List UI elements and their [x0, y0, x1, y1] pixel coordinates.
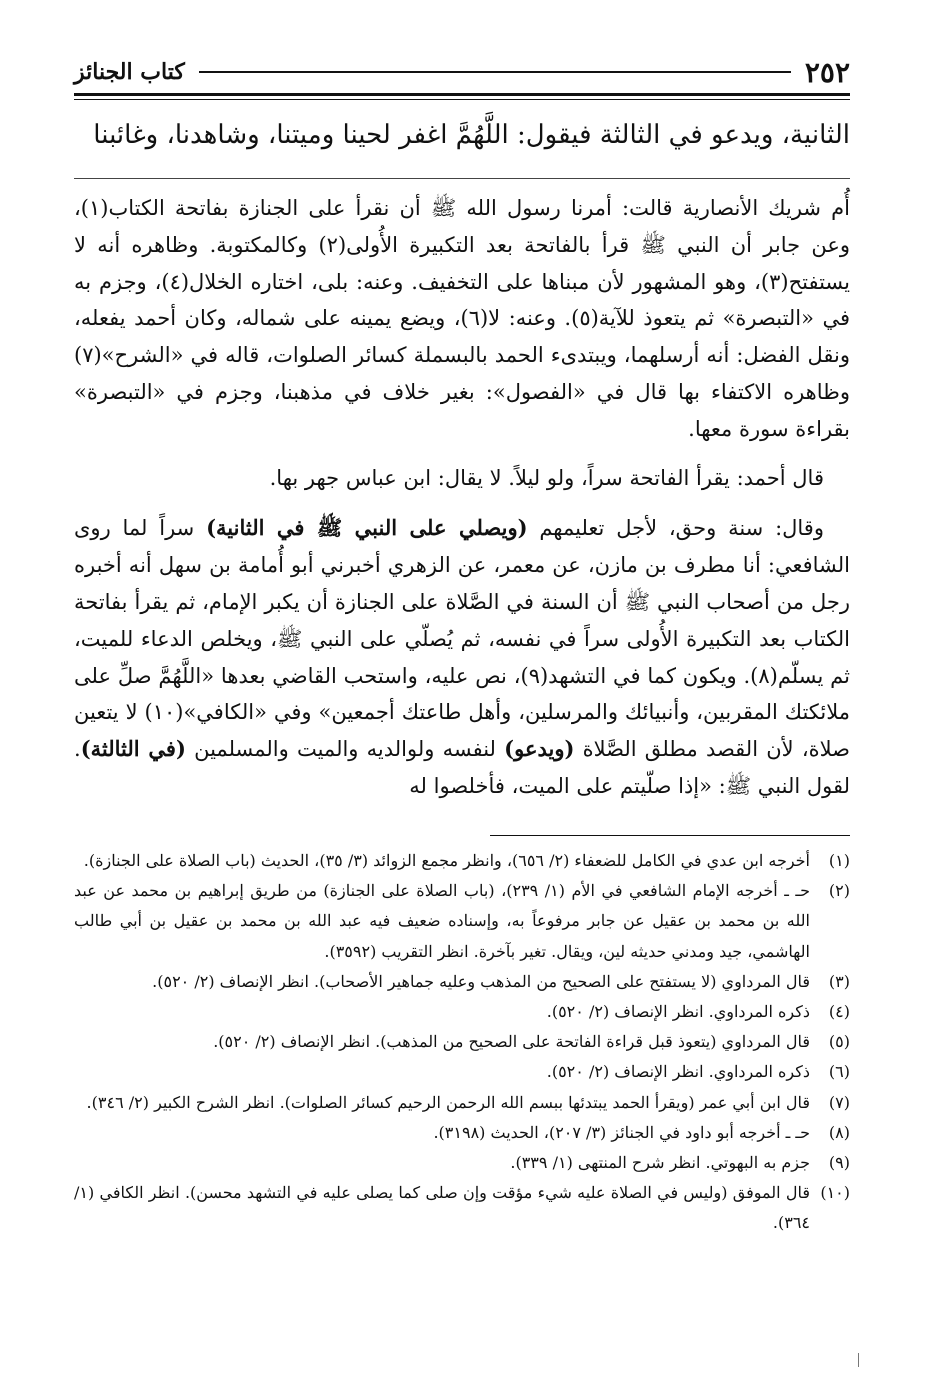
- footnote: [74, 1178, 850, 1238]
- footnote-text: قال المرداوي (لا يستفتح على الصحيح من المذهب وعليه جماهير الأصحاب). انظر الإنصاف (٢/ ٥٢٠).: [152, 971, 810, 991]
- footnote-text: حـ ـ أخرجه أبو داود في الجنائز (٣/ ٢٠٧)، الحديث (٣١٩٨).: [433, 1122, 810, 1142]
- commentary-body: [74, 190, 850, 805]
- commentary-text: لنفسه ولوالديه والميت والمسلمين: [185, 737, 505, 762]
- footnote-number: (٨): [828, 1122, 850, 1142]
- footnote-number: (٩): [828, 1153, 850, 1173]
- footnote: [74, 967, 850, 997]
- footnote: [74, 876, 850, 967]
- footnote: [74, 1118, 850, 1148]
- footnote-text: ذكره المرداوي. انظر الإنصاف (٢/ ٥٢٠).: [546, 1002, 810, 1022]
- footnote-text: قال المرداوي (يتعوذ قبل قراءة الفاتحة على الصحيح من المذهب). انظر الإنصاف (٢/ ٥٢٠).: [213, 1032, 810, 1052]
- footnote-number: (٧): [828, 1092, 850, 1112]
- matn-citation: (ويدعو): [504, 736, 575, 762]
- footnote-text: قال الموفق (وليس في الصلاة عليه شيء مؤقت وإن صلى كما يصلى عليه في التشهد محسن). انظر الكافي (١/ ٣٦٤).: [74, 1183, 810, 1233]
- commentary-text: وقال: سنة وحق، لأجل تعليمهم: [527, 516, 824, 541]
- commentary-text: . لقول النبي ﷺ: «إذا صلّيتم على الميت، فأخلصوا له: [74, 737, 850, 798]
- footnote: [74, 1148, 850, 1178]
- footnote: [74, 1027, 850, 1057]
- footnote-text: ذكره المرداوي. انظر الإنصاف (٢/ ٥٢٠).: [546, 1062, 810, 1082]
- matn-citation: (في الثالثة): [80, 736, 186, 762]
- footnote: [74, 846, 850, 876]
- footnote-text: قال ابن أبي عمر (ويقرأ الحمد يبتدئها ببسم الله الرحمن الرحيم كسائر الصلوات). انظر الشرح الكبير (٢/ ٣٤٦).: [86, 1092, 810, 1112]
- footnote-number: (٥): [828, 1032, 850, 1052]
- footnote-rule: [490, 835, 850, 836]
- matn-text: الثانية، ويدعو في الثالثة فيقول: اللَّهُمَّ اغفر لحينا وميتنا، وشاهدنا، وغائبنا: [93, 120, 850, 150]
- page-number: ٢٥٢: [804, 55, 850, 89]
- commentary-paragraph: [74, 510, 850, 804]
- matn-divider: [74, 178, 850, 179]
- footnote-text: حـ ـ أخرجه الإمام الشافعي في الأم (١/ ٢٣٩)، (باب الصلاة على الجنازة) من طريق إبراهيم بن محمد عن عبد الله بن محمد بن عقيل عن جابر مرفوعاً به، وإسناده ضعيف فيه عبد الله بن محمد بن عقيل بن أبي طالب الهاشمي، جيد ومدني حديثه لين، ويقال. تغير بآخرة. انظر التقريب (٣٥٩٢).: [74, 881, 811, 961]
- footnote-text: جزم به البهوتي. انظر شرح المنتهى (١/ ٣٣٩).: [510, 1153, 810, 1173]
- footnote-number: (٤): [828, 1002, 850, 1022]
- commentary-text: سراً لما روى الشافعي: أنا مطرف بن مازن، عن معمر، عن الزهري أخبرني أبو أُمامة بن سهل أنه أخبره رجل من أصحاب النبي ﷺ أن السنة في الصَّلاة على الجنازة أن يكبر الإمام، ثم يقرأ بفاتحة الكتاب بعد التكبيرة الأُولى سراً في نفسه، ثم يُصلّي على النبي ﷺ، ويخلص الدعاء للميت، ثم يسلّم(٨). ويكون كما في التشهد(٩)، نص عليه، واستحب القاضي بعدها «اللَّهُمَّ صلِّ على ملائكتك المقربين، وأنبيائك والمرسلين، وأهل طاعتك أجمعين» وفي «الكافي»(١٠) لا يتعين صلاة، لأن القصد مطلق الصَّلاة: [74, 516, 851, 762]
- ahmad-quote: قال أحمد: يقرأ الفاتحة سراً، ولو ليلاً. لا يقال: ابن عباس جهر بها.: [269, 465, 824, 490]
- footnote-number: (١٠): [820, 1183, 850, 1203]
- book-title: كتاب الجنائز: [74, 59, 185, 85]
- footnote: [74, 997, 850, 1027]
- commentary-paragraph: أُم شريك الأنصارية قالت: أمرنا رسول الله ﷺ أن نقرأ على الجنازة بفاتحة الكتاب(١)، وعن جابر أن النبي ﷺ قرأ بالفاتحة بعد التكبيرة الأُولى(٢) وكالمكتوبة. وظاهره أنه لا يستفتح(٣)، وهو المشهور لأن مبناها على التخفيف. وعنه: بلى، اختاره الخلال(٤)، وجزم به في «التبصرة» ثم يتعوذ للآية(٥). وعنه: لا(٦)، ويضع يمينه على شماله، وكان أحمد يفعله، ونقل الفضل: أنه أرسلهما، ويبتدىء الحمد بالبسملة كسائر الصلوات، قاله في «الشرح»(٧) وظاهره الاكتفاء بها قال في «الفصول»: بغير خلاف في مذهبنا، وجزم في «التبصرة» بقراءة سورة معها.: [74, 196, 851, 441]
- footnote: [74, 1088, 850, 1118]
- footnote-number: (١): [828, 851, 850, 870]
- footnote-text: أخرجه ابن عدي في الكامل للضعفاء (٢/ ٦٥٦)، وانظر مجمع الزوائد (٣/ ٣٥)، الحديث (باب الصلاة على الجنازة).: [83, 851, 810, 870]
- footnote-number: (٢): [828, 881, 850, 901]
- footnote: [74, 1057, 850, 1087]
- running-header: [74, 52, 850, 92]
- header-double-rule: [74, 93, 850, 100]
- matn-citation: (ويصلي على النبي ﷺ في الثانية): [206, 515, 528, 541]
- footnote-number: (٦): [828, 1062, 850, 1082]
- margin-mark: [858, 1353, 859, 1367]
- footnote-number: (٣): [828, 971, 850, 991]
- header-rule: [199, 71, 791, 73]
- footnotes: [74, 846, 850, 1239]
